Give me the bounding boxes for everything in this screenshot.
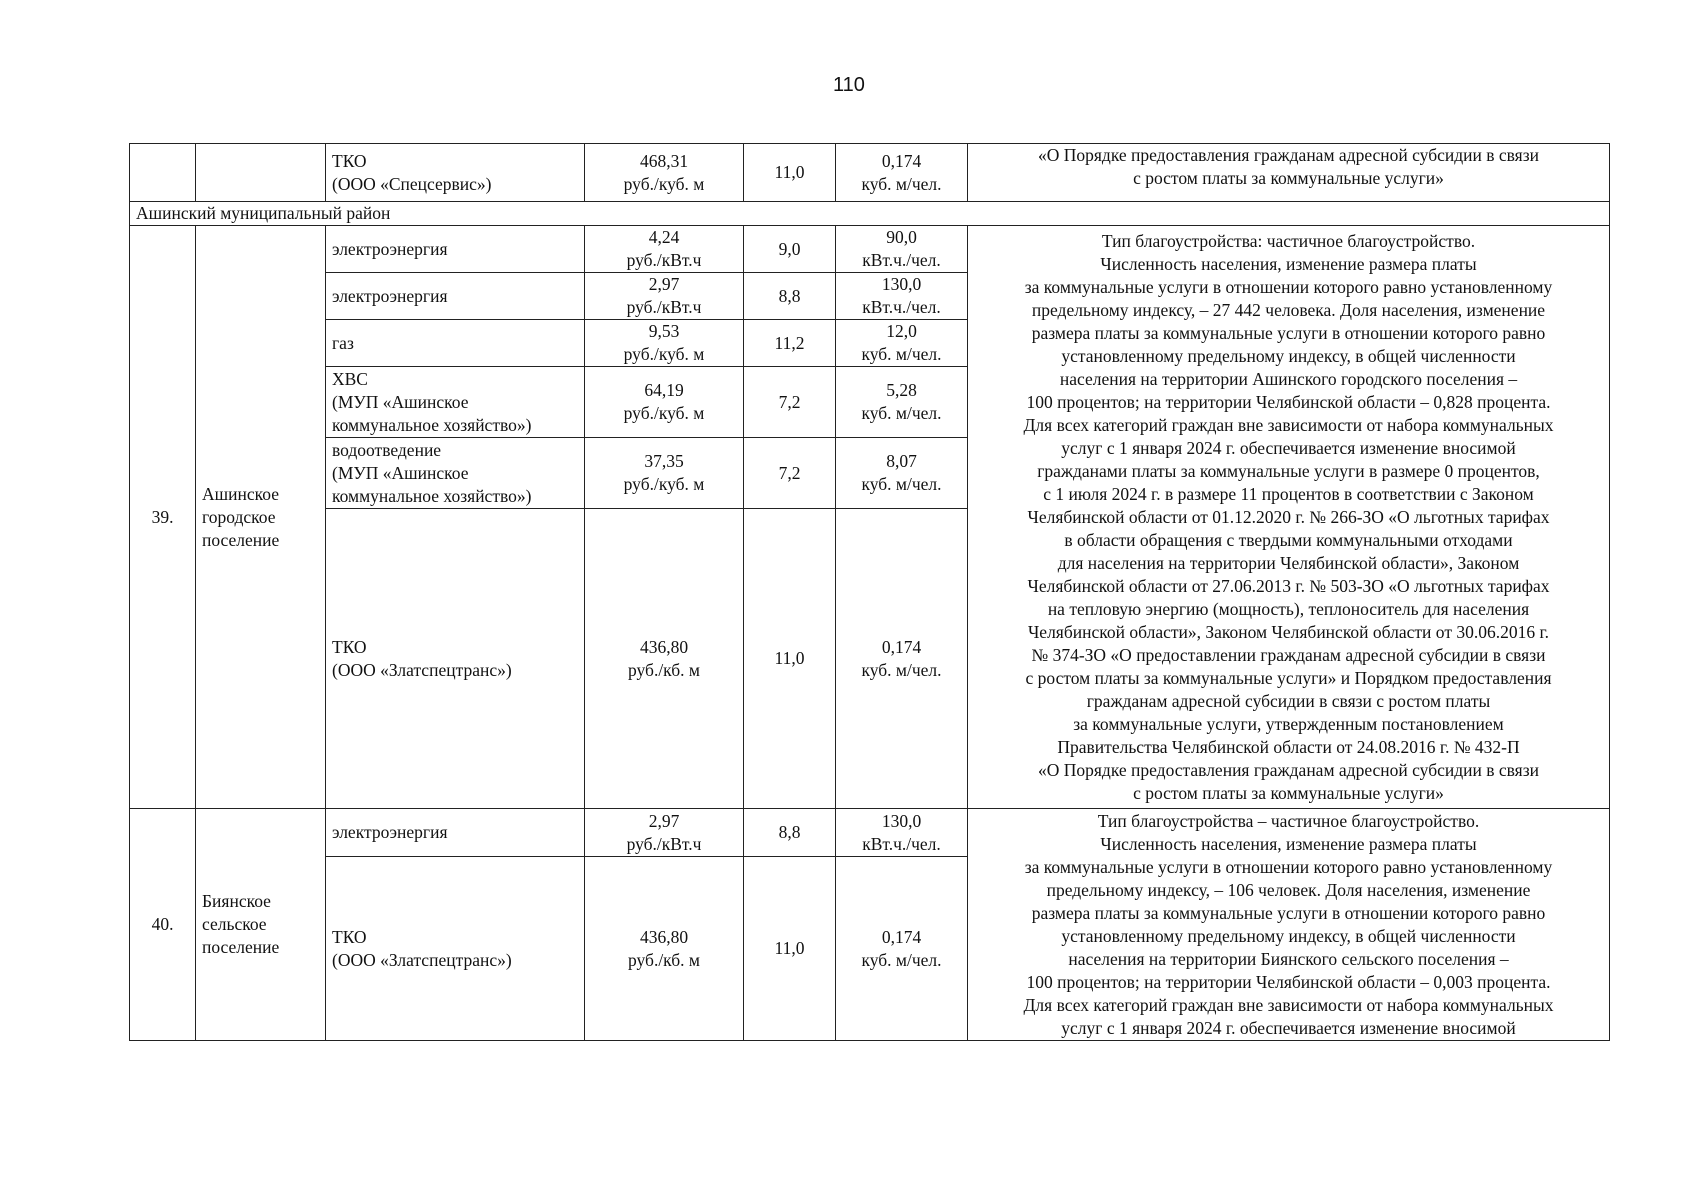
note-line: Челябинской области от 27.06.2013 г. № 503-ЗО «О льготных тарифах [1027,575,1550,596]
index-cell: 7,2 [744,438,836,509]
tariff-value: 2,97 [648,274,680,294]
service-name: электроэнергия [332,285,448,306]
note-line: населения на территории Биянского сельского поселения – [1068,948,1509,969]
tariff-value: 436,80 [639,636,689,657]
service-name: ХВС [332,368,368,389]
note-line: размера платы за коммунальные услуги в отношении которого равно [1031,902,1546,923]
note-line: Правительства Челябинской области от 24.08.2016 г. № 432-П [1057,736,1520,757]
note-line: на тепловую энергию (мощность), теплоноситель для населения [1047,598,1530,619]
norm-unit: куб. м/чел. [861,474,942,494]
note-line: № 374-ЗО «О предоставлении гражданам адресной субсидии в связи [1031,644,1546,665]
service-name: электроэнергия [332,238,448,259]
index-cell: 11,2 [744,320,836,367]
tariff-value: 37,35 [644,451,684,471]
municipality-cell [196,226,326,809]
note-line: за коммунальные услуги в отношении которого равно установленному [1024,276,1553,297]
norm-value: 5,28 [886,380,917,400]
norm-unit: куб. м/чел. [861,173,942,194]
tariff-cell [585,509,744,809]
note-line: «О Порядке предоставления гражданам адресной субсидии в связи [1037,759,1540,780]
tariff-unit: руб./куб. м [623,344,705,364]
note-line: 100 процентов; на территории Челябинской области – 0,828 процента. [1026,391,1551,412]
index-cell: 8,8 [744,273,836,320]
norm-unit: кВт.ч./чел. [862,833,941,854]
municipality-line: городское [202,506,276,527]
service-cell [326,226,585,273]
norm-cell [836,226,968,273]
tariff-cell [585,857,744,1041]
tariff-unit: руб./кб. м [628,659,700,680]
service-cell [326,144,585,202]
service-provider: (ООО «Златспецтранс») [332,659,512,680]
table-row [130,144,1610,202]
tariff-value: 2,97 [648,810,680,831]
norm-unit: куб. м/чел. [861,344,942,364]
norm-value: 0,174 [881,150,922,171]
tariff-unit: руб./кВт.ч [626,297,702,317]
tariff-unit: руб./куб. м [623,474,705,494]
index-cell: 11,0 [744,857,836,1041]
note-line: с 1 июля 2024 г. в размере 11 процентов в соответствии с Законом [1043,483,1534,504]
tariff-unit: руб./кВт.ч [626,250,702,270]
norm-value: 8,07 [886,451,917,471]
service-provider: коммунальное хозяйство») [332,414,532,435]
norm-value: 90,0 [886,227,917,247]
note-line: установленному предельному индексу, в общей численности [1061,345,1516,366]
district-name: Ашинский муниципальный район [130,202,1610,226]
municipality-line: Ашинское [202,483,279,504]
municipality-line: Биянское [202,891,271,911]
row-number-cell: 40. [130,809,196,1041]
note-line: Для всех категорий граждан вне зависимости от набора коммунальных [1023,994,1554,1015]
note-line: предельному индексу, – 106 человек. Доля населения, изменение [1046,879,1531,900]
tariff-cell [585,438,744,509]
tariff-cell [585,144,744,202]
norm-value: 12,0 [886,321,917,341]
service-cell [326,509,585,809]
service-cell [326,273,585,320]
note-line: для населения на территории Челябинской области», Законом [1057,552,1520,573]
tariff-value: 4,24 [648,227,680,247]
norm-cell [836,809,968,857]
note-line: предельному индексу, – 27 442 человека. Доля населения, изменение [1031,299,1546,320]
note-line: Челябинской области», Законом Челябинской области от 30.06.2016 г. [1027,621,1550,642]
service-cell [326,320,585,367]
page-number: 110 [833,74,865,96]
service-provider: (МУП «Ашинское [332,391,469,412]
row-number-cell [130,144,196,202]
tariff-value: 64,19 [644,380,684,400]
municipality-cell [196,809,326,1041]
norm-cell [836,857,968,1041]
service-name: ТКО [332,636,367,657]
norm-cell [836,273,968,320]
note-line: населения на территории Ашинского городского поселения – [1059,368,1518,389]
service-name: водоотведение [332,439,442,460]
tariff-value: 468,31 [639,150,689,171]
service-name: газ [332,332,354,353]
service-cell [326,367,585,438]
norm-value: 0,174 [881,636,922,657]
municipality-line: поселение [202,529,280,550]
note-line: Для всех категорий граждан вне зависимости от набора коммунальных [1023,414,1554,435]
index-cell: 11,0 [744,509,836,809]
norm-unit: куб. м/чел. [861,659,942,680]
norm-cell [836,320,968,367]
service-cell [326,857,585,1041]
note-line: Тип благоустройства – частичное благоустройство. [1097,810,1480,831]
note-line: с ростом платы за коммунальные услуги» [1133,168,1444,188]
norm-unit: кВт.ч./чел. [862,297,941,317]
tariff-table [129,143,1610,1041]
table-row [130,226,1610,273]
row-number-cell: 39. [130,226,196,809]
norm-unit: куб. м/чел. [861,403,942,423]
note-line: гражданами платы за коммунальные услуги в размере 0 процентов, [1037,460,1540,481]
note-line: Челябинской области от 01.12.2020 г. № 266-ЗО «О льготных тарифах [1027,506,1550,527]
service-name: ТКО [332,150,367,171]
tariff-unit: руб./кб. м [628,949,700,970]
table-row [130,809,1610,857]
note-line: Тип благоустройства: частичное благоустройство. [1101,230,1476,251]
tariff-unit: руб./куб. м [623,173,705,194]
tariff-cell [585,273,744,320]
service-provider: (МУП «Ашинское [332,462,469,483]
service-provider: (ООО «Златспецтранс») [332,949,512,970]
note-line: «О Порядке предоставления гражданам адресной субсидии в связи [1037,145,1540,165]
tariff-unit: руб./куб. м [623,403,705,423]
norm-cell [836,144,968,202]
service-cell [326,438,585,509]
note-line: за коммунальные услуги в отношении которого равно установленному [1024,856,1553,877]
service-provider: (ООО «Спецсервис») [332,173,492,194]
note-line: гражданам адресной субсидии в связи с ростом платы [1086,690,1491,711]
index-cell: 7,2 [744,367,836,438]
district-row [130,202,1610,226]
note-line: установленному предельному индексу, в общей численности [1061,925,1516,946]
note-line: Численность населения, изменение размера платы [1100,833,1477,854]
norm-unit: кВт.ч./чел. [862,250,941,270]
service-cell [326,809,585,857]
norm-value: 130,0 [881,274,922,294]
note-line: в области обращения с твердыми коммунальными отходами [1064,529,1513,550]
note-line: размера платы за коммунальные услуги в отношении которого равно [1031,322,1546,343]
note-cell [968,144,1610,202]
index-cell: 11,0 [744,144,836,202]
note-line: с ростом платы за коммунальные услуги» [1133,782,1444,803]
note-line: услуг с 1 января 2024 г. обеспечивается изменение вносимой [1061,1017,1516,1038]
note-cell [968,226,1610,809]
note-line: услуг с 1 января 2024 г. обеспечивается изменение вносимой [1061,437,1516,458]
note-line: за коммунальные услуги, утвержденным постановлением [1073,713,1504,734]
note-line: с ростом платы за коммунальные услуги» и Порядком предоставления [1025,667,1552,688]
municipality-line: сельское [202,914,267,934]
tariff-cell [585,226,744,273]
norm-unit: куб. м/чел. [861,949,942,970]
municipality-line: поселение [202,937,280,957]
index-cell: 9,0 [744,226,836,273]
service-name: ТКО [332,926,367,947]
note-line: 100 процентов; на территории Челябинской области – 0,003 процента. [1026,971,1551,992]
norm-value: 130,0 [881,810,922,831]
note-cell [968,809,1610,1041]
norm-cell [836,367,968,438]
tariff-unit: руб./кВт.ч [626,833,702,854]
norm-cell [836,438,968,509]
tariff-cell [585,809,744,857]
tariff-cell [585,367,744,438]
index-cell: 8,8 [744,809,836,857]
tariff-cell [585,320,744,367]
service-provider: коммунальное хозяйство») [332,485,532,506]
tariff-value: 9,53 [648,321,680,341]
norm-cell [836,509,968,809]
municipality-cell [196,144,326,202]
norm-value: 0,174 [881,926,922,947]
tariff-value: 436,80 [639,926,689,947]
note-line: Численность населения, изменение размера платы [1100,253,1477,274]
service-name: электроэнергия [332,822,448,842]
